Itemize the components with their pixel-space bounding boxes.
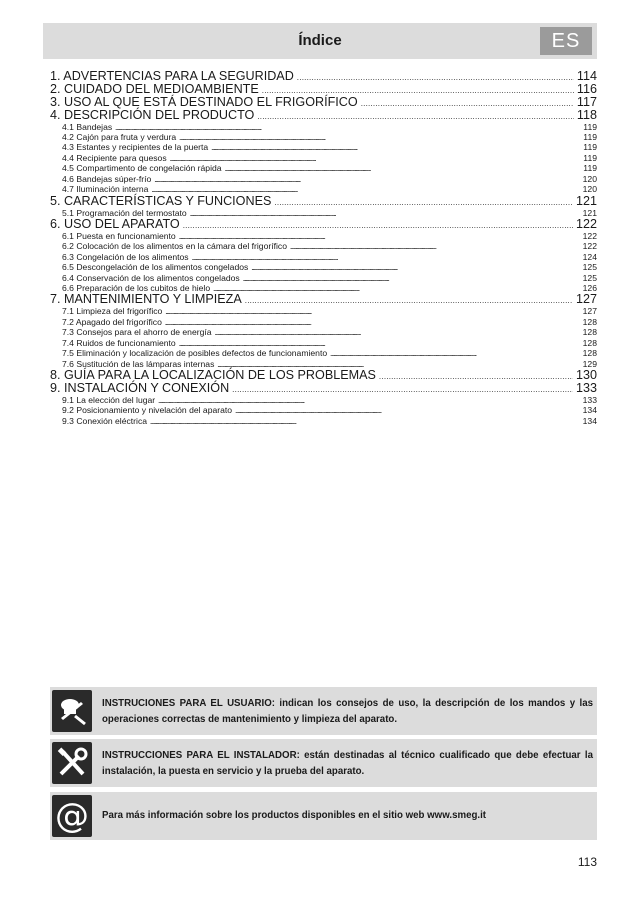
toc-entry-page: 122	[582, 241, 597, 252]
toc-chapter	[50, 96, 597, 109]
toc-entry-title: 7. MANTENIMIENTO Y LIMPIEZA	[50, 292, 242, 307]
toc-entry-page: 117	[576, 94, 597, 109]
toc-chapter	[50, 369, 597, 382]
toc-section	[50, 317, 597, 327]
chef-icon	[52, 690, 92, 732]
toc-section	[50, 122, 597, 132]
dot-leader	[150, 416, 580, 428]
toc-entry-title: 4.2 Cajón para fruta y verdura	[62, 132, 177, 142]
toc-entry-page: 114	[576, 69, 597, 83]
index-header	[43, 23, 597, 59]
toc-entry-title: 6.4 Conservación de los alimentos congelados	[62, 272, 240, 283]
toc-entry-page: 119	[583, 152, 597, 163]
toc-section	[50, 163, 597, 173]
dot-leader	[257, 109, 574, 123]
toc-entry-title: 6.5 Descongelación de los alimentos congelados	[62, 262, 249, 273]
toc-section	[50, 142, 597, 152]
toc-section	[50, 153, 597, 163]
toc-entry-page: 128	[582, 327, 597, 338]
toc-section	[50, 395, 597, 405]
info-note	[50, 792, 597, 840]
toc-entry-page: 122	[582, 230, 597, 241]
user-instructions-note	[50, 687, 597, 735]
toc-entry-title: 7.6 Sustitución de las lámparas internas	[62, 358, 215, 369]
toc-entry-page: 119	[583, 132, 597, 142]
toc-section	[50, 262, 597, 272]
toc-entry-page: 126	[582, 283, 597, 294]
toc-entry-page: 124	[582, 251, 597, 262]
toc-section	[50, 252, 597, 262]
toc-entry-page: 130	[575, 367, 597, 382]
toc-entry-page: 127	[582, 306, 597, 317]
user-instructions-text: INSTRUCIONES PARA EL USUARIO: indican los consejos de uso, la descripción de los mandos y las operaciones correctas de mantenimiento y limpieza del aparato.	[102, 698, 593, 725]
tools-icon	[52, 742, 92, 784]
dot-leader	[245, 293, 573, 307]
toc-entry-title: 4.5 Compartimento de congelación rápida	[62, 163, 222, 174]
installer-instructions-note	[50, 739, 597, 787]
toc-section	[50, 241, 597, 251]
toc-entry-title: 6.3 Congelación de los alimentos	[62, 251, 189, 262]
toc-section	[50, 416, 597, 426]
language-badge: ES	[540, 27, 592, 55]
toc-chapter	[50, 109, 597, 122]
toc-entry-title: 9.1 La elección del lugar	[62, 394, 156, 405]
toc-entry-page: 119	[583, 121, 597, 132]
toc-entry-page: 127	[575, 292, 597, 307]
toc-entry-page: 120	[582, 184, 597, 195]
toc-entry-page: 119	[583, 142, 597, 153]
toc-section	[50, 338, 597, 348]
toc-entry-page: 119	[583, 163, 597, 174]
toc-entry-title: 9.2 Posicionamiento y nivelación del aparato	[62, 405, 233, 416]
toc-section	[50, 306, 597, 316]
toc-entry-title: 7.5 Eliminación y localización de posibles defectos de funcionamiento	[62, 348, 328, 359]
dot-leader	[297, 70, 574, 84]
table-of-contents	[50, 70, 597, 426]
dot-leader	[274, 195, 573, 209]
toc-entry-page: 133	[575, 380, 597, 395]
toc-section	[50, 132, 597, 142]
toc-entry-page: 118	[576, 107, 597, 122]
dot-leader	[183, 218, 573, 232]
toc-section	[50, 327, 597, 337]
dot-leader	[361, 96, 574, 110]
toc-section	[50, 231, 597, 241]
dot-leader	[379, 369, 573, 383]
toc-entry-page: 129	[582, 358, 597, 369]
info-text: Para más información sobre los productos disponibles en el sitio web www.smeg.it	[102, 810, 486, 821]
toc-entry-title: 7.3 Consejos para el ahorro de energía	[62, 327, 212, 338]
toc-chapter	[50, 218, 597, 231]
toc-entry-page: 122	[575, 216, 597, 231]
toc-entry-title: 1. ADVERTENCIAS PARA LA SEGURIDAD	[50, 69, 294, 83]
toc-section	[50, 273, 597, 283]
toc-entry-title: 9. INSTALACIÓN Y CONEXIÓN	[50, 380, 230, 395]
toc-entry-title: 4.7 Iluminación interna	[62, 184, 149, 195]
toc-entry-page: 134	[582, 415, 597, 426]
toc-entry-title: 5. CARACTERÍSTICAS Y FUNCIONES	[50, 193, 272, 208]
toc-section	[50, 174, 597, 184]
toc-entry-title: 4.4 Recipiente para quesos	[62, 152, 167, 163]
toc-section	[50, 405, 597, 415]
toc-entry-title: 7.2 Apagado del frigorífico	[62, 316, 162, 327]
toc-entry-title: 6.2 Colocación de los alimentos en la cámara del frigorífico	[62, 241, 287, 252]
toc-entry-title: 7.1 Limpieza del frigorífico	[62, 306, 163, 317]
toc-entry-page: 120	[582, 173, 597, 184]
toc-entry-page: 121	[575, 193, 597, 208]
toc-entry-title: 4.6 Bandejas súper-frío	[62, 173, 152, 184]
toc-entry-page: 125	[582, 262, 597, 273]
installer-instructions-text: INSTRUCCIONES PARA EL INSTALADOR: están destinadas al técnico cualificado que debe efectuar la instalación, la puesta en servicio y la prueba del aparato.	[102, 750, 593, 777]
toc-section	[50, 348, 597, 358]
page-number: 113	[577, 855, 597, 869]
toc-entry-title: 8. GUÍA PARA LA LOCALIZACIÓN DE LOS PROBLEMAS	[50, 367, 376, 382]
at-icon: @	[52, 795, 92, 837]
toc-entry-page: 125	[582, 272, 597, 283]
toc-entry-title: 3. USO AL QUE ESTÁ DESTINADO EL FRIGORÍFICO	[50, 94, 358, 109]
toc-entry-title: 4. DESCRIPCIÓN DEL PRODUCTO	[50, 107, 255, 122]
toc-entry-page: 116	[576, 81, 597, 96]
toc-entry-title: 7.4 Ruidos de funcionamiento	[62, 337, 176, 348]
toc-entry-page: 128	[582, 337, 597, 348]
toc-entry-page: 134	[582, 405, 597, 416]
toc-entry-title: 6. USO DEL APARATO	[50, 216, 180, 231]
toc-chapter	[50, 195, 597, 208]
toc-entry-title: 2. CUIDADO DEL MEDIOAMBIENTE	[50, 81, 259, 96]
toc-chapter	[50, 83, 597, 96]
toc-entry-page: 121	[582, 207, 597, 218]
toc-entry-page: 133	[582, 394, 597, 405]
dot-leader	[232, 382, 573, 396]
toc-entry-title: 4.3 Estantes y recipientes de la puerta	[62, 142, 209, 153]
toc-entry-title: 6.6 Preparación de los cubitos de hielo	[62, 283, 211, 294]
toc-entry-page: 128	[582, 316, 597, 327]
toc-entry-page: 128	[582, 348, 597, 359]
page-title: Índice	[298, 32, 342, 49]
toc-entry-title: 5.1 Programación del termostato	[62, 207, 187, 218]
toc-entry-title: 4.1 Bandejas	[62, 121, 113, 132]
toc-entry-title: 6.1 Puesta en funcionamiento	[62, 230, 176, 241]
toc-entry-title: 9.3 Conexión eléctrica	[62, 415, 148, 426]
toc-chapter	[50, 293, 597, 306]
toc-chapter	[50, 382, 597, 395]
toc-chapter	[50, 70, 597, 83]
